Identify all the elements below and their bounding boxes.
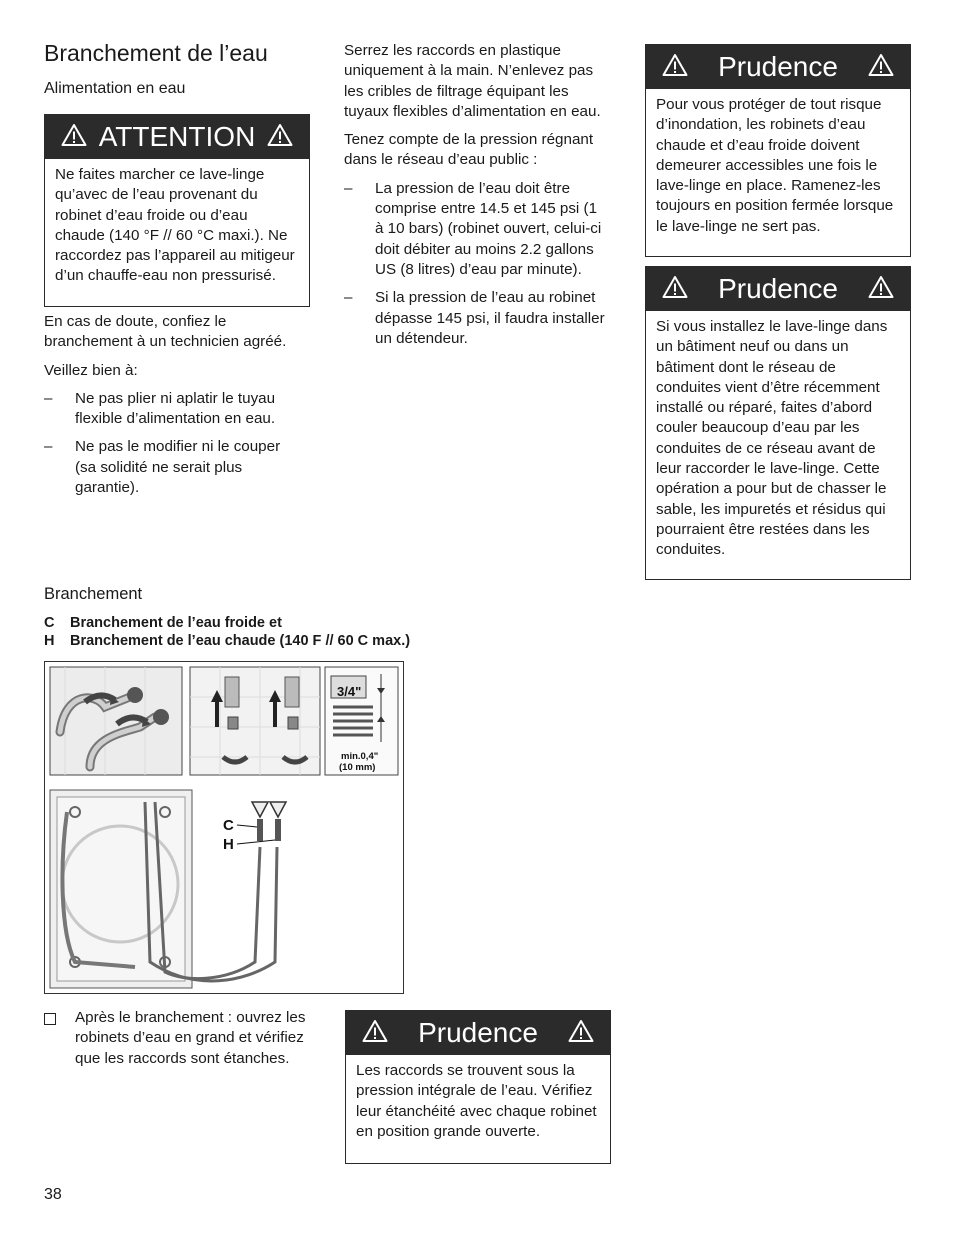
min-depth-mm-label: (10 mm) [339,762,376,773]
warning-icon [61,123,87,152]
washer-back-view [50,790,286,988]
thread-fraction-label: 3/4" [337,684,362,699]
subsection-title: Alimentation en eau [44,80,186,97]
prudence-header [346,1011,610,1055]
list-item: – Ne pas le modifier ni le couper (sa solidité ne serait plus garantie). [44,438,281,497]
tap-detail-panel [50,667,182,775]
attention-header [45,115,309,159]
warning-icon [568,1019,594,1048]
checkbox-icon [44,1013,56,1025]
prudence-text: Pour vous protéger de tout risque d’inondation, les robinets d’eau chaude et d’eau froide doivent demeurer accessibles une fois le lave-linge en place. Ramenez-les toujours en position fermée lorsque le lave-linge ne sert pas. [656,96,894,235]
min-depth-label: min.0,4" [341,751,379,762]
middle-text-block [344,41,606,349]
list-item: – La pression de l’eau doit être comprise entre 14.5 et 145 psi (1 à 10 bars) (robinet ouvert, celui-ci doit débiter au moins 2.2 gallons US (8 litres) d’eau par minute). [344,179,602,278]
section-title: Branchement de l’eau [44,40,268,66]
checklist-item: Après le branchement : ouvrez les robinets d’eau en grand et vérifiez que les raccords sont étanches. [44,1008,321,1069]
prudence-header [646,45,910,89]
prudence-text: Si vous installez le lave-linge dans un bâtiment neuf ou dans un bâtiment dont le réseau de conduites vient d’être récemment installé ou réparé, faites d’abord couler beaucoup d’eau par les conduites de ce réseau avant de leur raccorder le lave-linge. Cette opération a pour but de chasser le sable, les impuretés et résidus qui pourraient être restées dans les conduites. [656,318,888,559]
connection-heading: Branchement [44,585,143,603]
warning-icon [868,275,894,304]
warning-icon [662,53,688,82]
paragraph: Veillez bien à: [44,361,138,379]
list-item: – Si la pression de l’eau au robinet dépasse 145 psi, il faudra installer un détendeur. [344,289,605,347]
warning-icon [868,53,894,82]
paragraph: Serrez les raccords en plastique uniquement à la main. N’enlevez pas les cribles de filtrage équipant les tuyaux flexibles d’alimentation en eau. [344,42,601,120]
connection-diagram [44,661,404,994]
attention-label: ATTENTION [98,121,256,152]
prudence-label: Prudence [418,1017,538,1048]
left-text-block [44,312,304,498]
prudence-label: Prudence [718,273,838,304]
label-c: C [223,817,234,834]
prudence-header [646,267,910,311]
page-number: 38 [44,1186,62,1203]
prudence-box [345,1010,611,1164]
warning-icon [267,123,293,152]
warning-icon [362,1019,388,1048]
paragraph: Tenez compte de la pression régnant dans le réseau d’eau public : [344,131,594,169]
prudence-text: Les raccords se trouvent sous la pression intégrale de l’eau. Vérifiez leur étanchéité avec chaque robinet en position grande ouverte. [356,1062,597,1140]
list-item: – Ne pas plier ni aplatir le tuyau flexible d’alimentation en eau. [44,389,276,428]
attention-text: Ne faites marcher ce lave-linge qu’avec de l’eau provenant du robinet d’eau froide ou d’eau chaude (140 °F // 60 °C maxi.). Ne raccordez pas l’appareil au mitigeur d’un chauffe-eau non pressurisé. [55,166,295,285]
caption-hot: H Branchement de l’eau chaude (140 F // 60 C max.) [44,633,411,649]
prudence-box [645,44,911,257]
attention-box [44,114,310,307]
prudence-label: Prudence [718,51,838,82]
warning-icon [662,275,688,304]
hose-attach-panel [190,667,320,775]
label-h: H [223,836,234,853]
paragraph: En cas de doute, confiez le branchement à un technicien agréé. [44,313,287,351]
caption-cold: C Branchement de l’eau froide et [44,615,282,631]
prudence-box [645,266,911,580]
